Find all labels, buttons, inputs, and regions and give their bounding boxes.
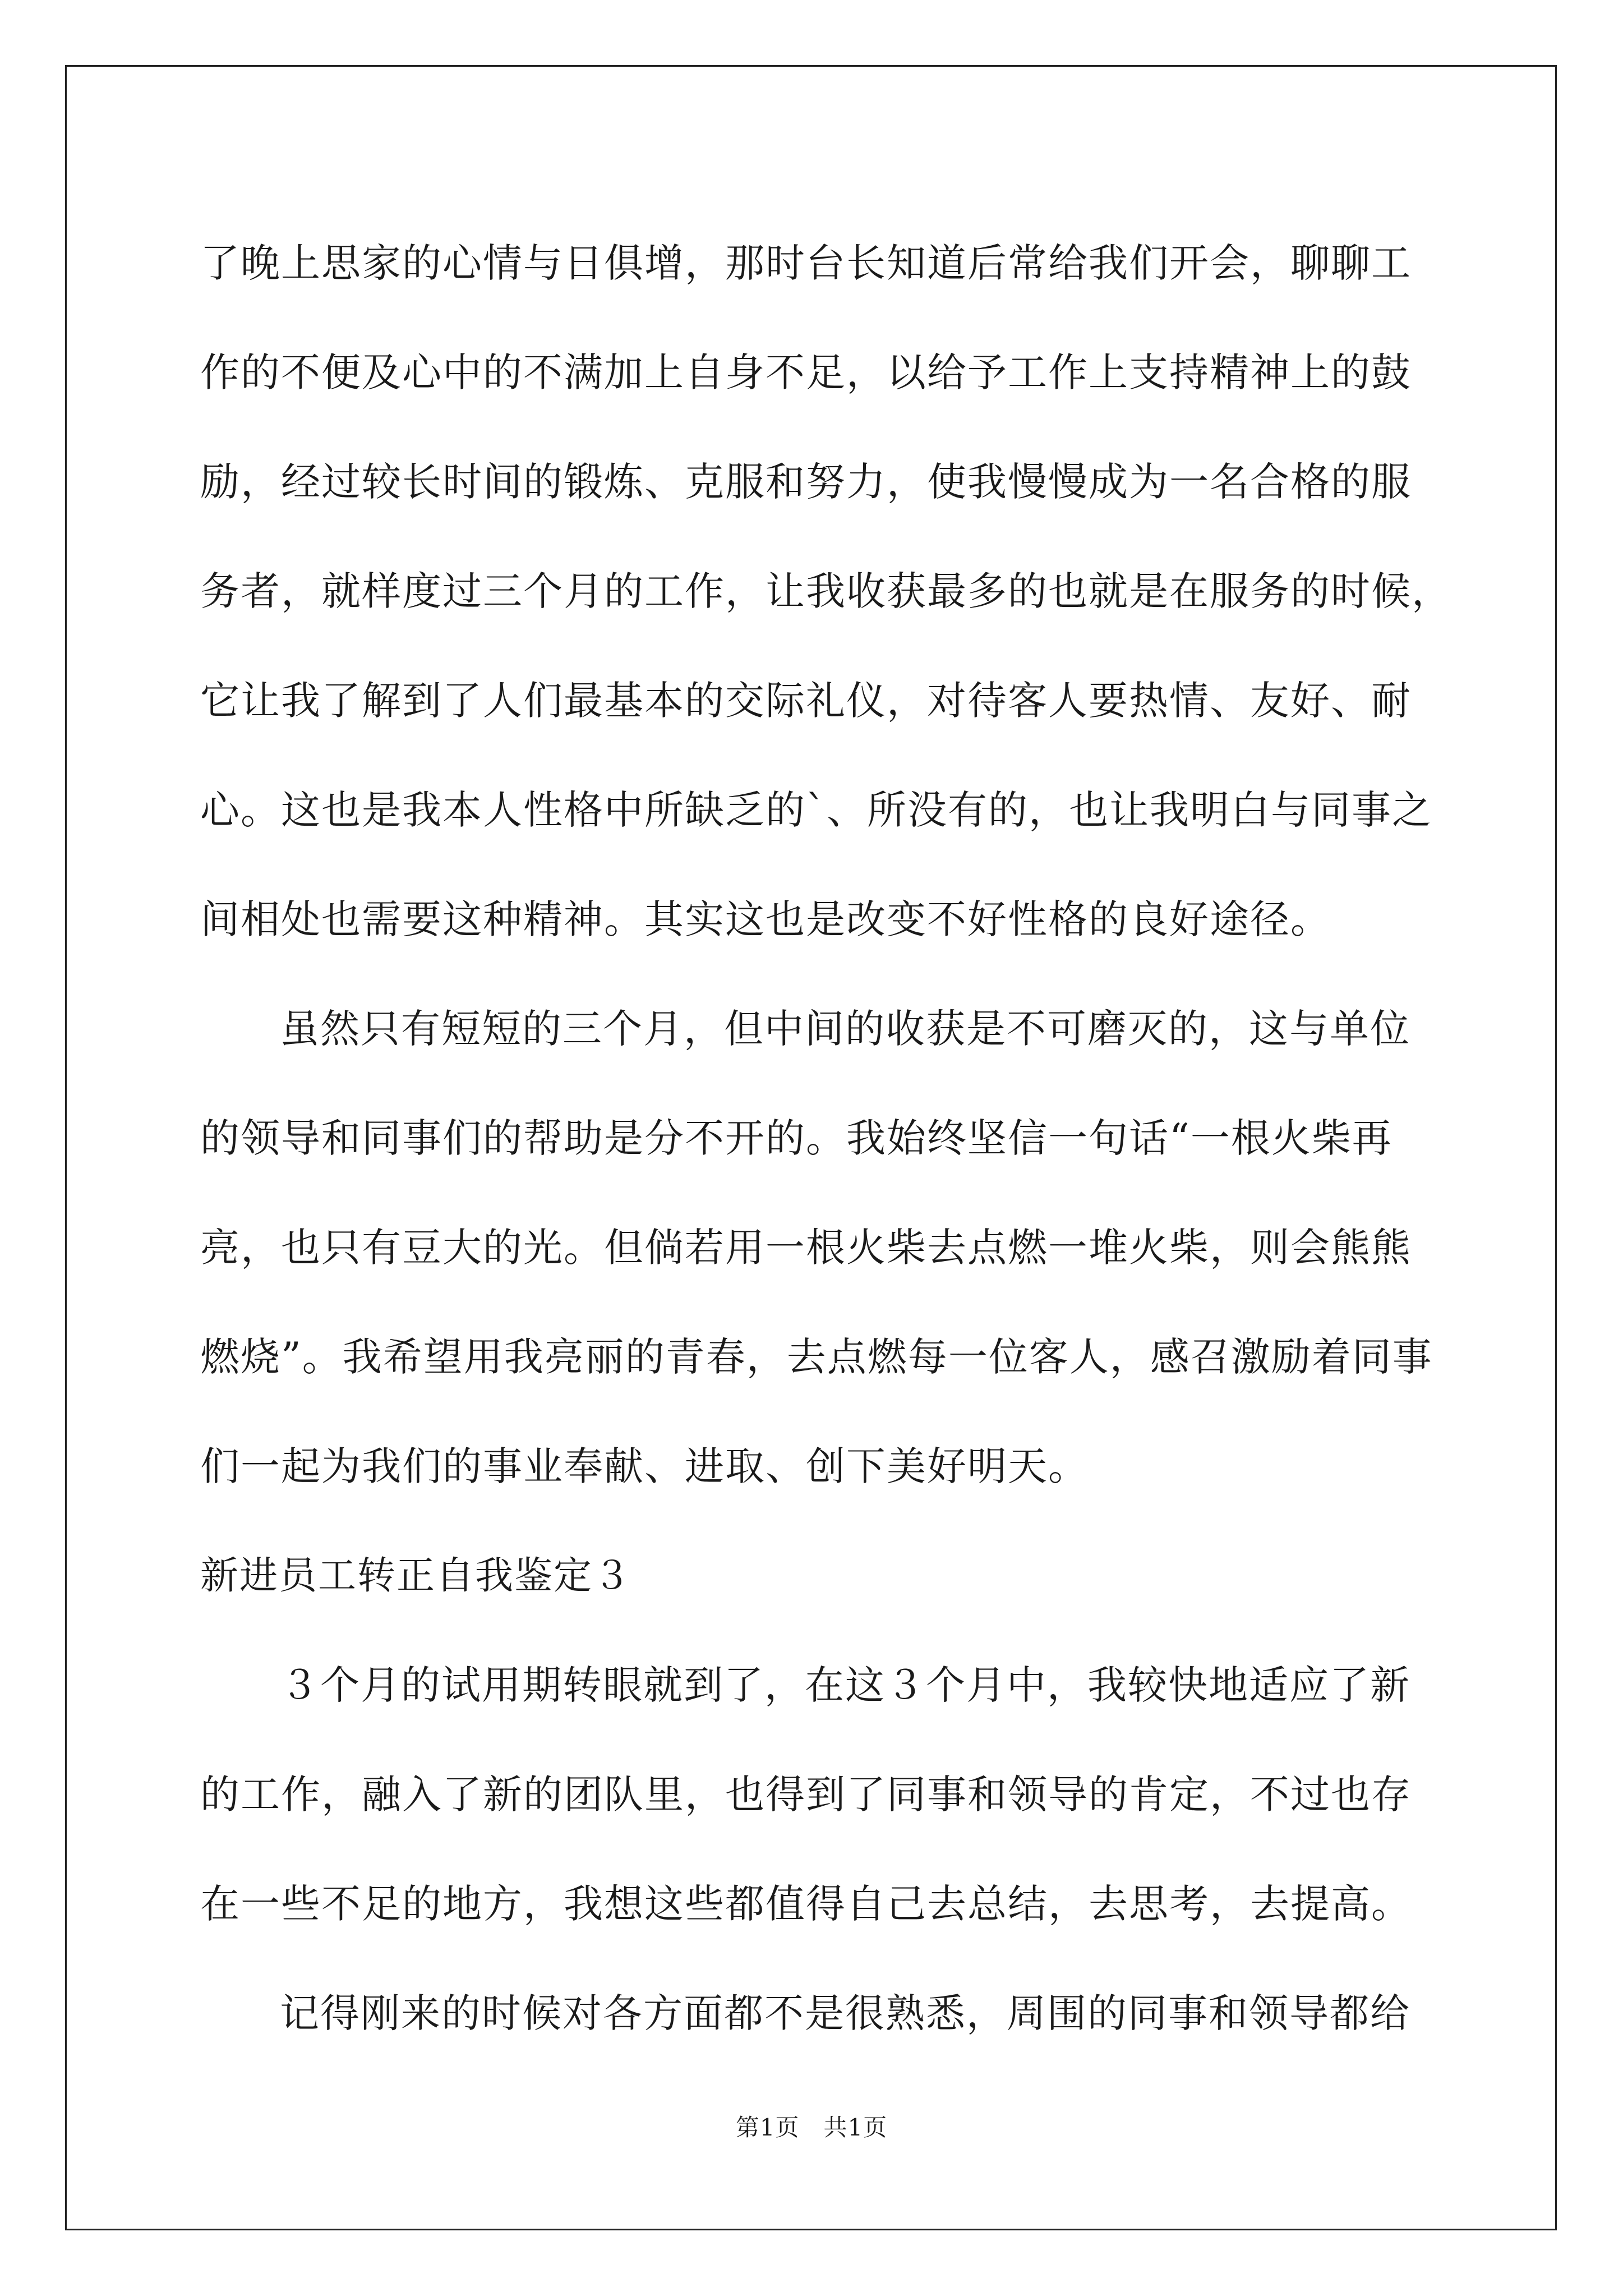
document-body	[200, 209, 1452, 2068]
paragraph-3	[200, 1631, 1434, 1959]
text-line: 的领导和同事们的帮助是分不开的。我始终坚信一句话“一根火柴再	[200, 1115, 1393, 1161]
paragraph-2	[200, 974, 1434, 1521]
paragraph-1	[200, 209, 1452, 974]
text-line: 亮，也只有豆大的光。但倘若用一根火柴去点燃一堆火柴，则会熊熊	[200, 1225, 1412, 1271]
text-line: 作的不便及心中的不满加上自身不足，以给予工作上支持精神上的鼓	[200, 349, 1412, 395]
text-line: 心。这也是我本人性格中所缺乏的`、所没有的，也让我明白与同事之	[200, 787, 1432, 833]
text-line: 了晚上思家的心情与日俱增，那时台长知道后常给我们开会，聊聊工	[200, 240, 1412, 286]
text-line: 记得刚来的时候对各方面都不是很熟悉，周围的同事和领导都给	[280, 1990, 1410, 2036]
page-footer: 第1页 共1页	[735, 2114, 888, 2141]
section-heading-text: 新进员工转正自我鉴定３	[200, 1554, 633, 1598]
text-line: 们一起为我们的事业奉献、进取、创下美好明天。	[200, 1443, 1089, 1489]
text-line: 在一些不足的地方，我想这些都值得自己去总结，去思考，去提高。	[200, 1881, 1412, 1927]
text-line: ３个月的试用期转眼就到了，在这３个月中，我较快地适应了新	[280, 1662, 1410, 1708]
text-line: 励，经过较长时间的锻炼、克服和努力，使我慢慢成为一名合格的服	[200, 459, 1412, 505]
text-line: 间相处也需要这种精神。其实这也是改变不好性格的良好途径。	[200, 896, 1331, 942]
text-line: 燃烧”。我希望用我亮丽的青春，去点燃每一位客人，感召激励着同事	[200, 1334, 1433, 1380]
text-line: 虽然只有短短的三个月，但中间的收获是不可磨灭的，这与单位	[280, 1006, 1410, 1052]
text-line: 的工作，融入了新的团队里，也得到了同事和领导的肯定，不过也存	[200, 1772, 1412, 1818]
text-line: 务者，就样度过三个月的工作，让我收获最多的也就是在服务的时候，	[200, 568, 1452, 614]
section-heading	[200, 1521, 1434, 1631]
text-line: 它让我了解到了人们最基本的交际礼仪，对待客人要热情、友好、耐	[200, 678, 1412, 724]
paragraph-4	[200, 1959, 1434, 2068]
